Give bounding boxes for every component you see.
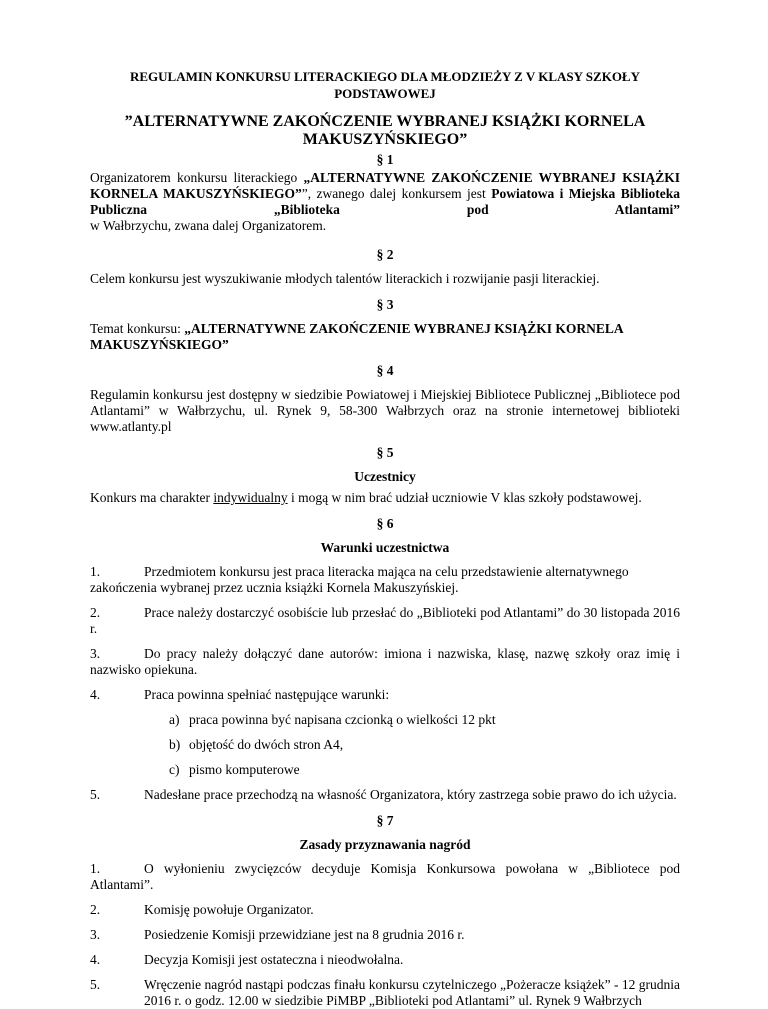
item-number: 4. — [90, 952, 101, 967]
s6-item-5 — [90, 787, 680, 803]
s5-underlined-word: indywidualny — [213, 490, 288, 505]
condition-letter: c) — [169, 762, 180, 777]
s6-item-1 — [90, 564, 680, 596]
contest-name-heading — [90, 113, 680, 149]
s7-item-4 — [90, 952, 680, 968]
condition-b — [169, 737, 680, 753]
contest-line-2: MAKUSZYŃSKIEGO” — [302, 131, 468, 148]
item-text: Przedmiotem konkursu jest praca literacka mająca na celu przedstawienie alternatywnego zakończenia wybranej przez ucznia książki Kornela Makuszyńskiej. — [90, 564, 629, 595]
condition-text: praca powinna być napisana czcionką o wielkości 12 pkt — [189, 712, 496, 727]
section-5-subtitle: Uczestnicy — [354, 469, 416, 484]
condition-a — [169, 712, 680, 728]
item-number: 3. — [90, 927, 101, 942]
item-text: Komisję powołuje Organizator. — [144, 902, 314, 917]
section-7-subtitle: Zasady przyznawania nagród — [299, 837, 471, 852]
item-text: Prace należy dostarczyć osobiście lub przesłać do „Biblioteki pod Atlantami” do 30 listopada 2016 r. — [90, 605, 680, 636]
s7-item-1 — [90, 861, 680, 893]
condition-letter: a) — [169, 712, 180, 727]
condition-text: pismo komputerowe — [189, 762, 300, 777]
s6-item-2 — [90, 605, 680, 637]
condition-letter: b) — [169, 737, 181, 752]
item-text: Nadesłane prace przechodzą na własność Organizatora, który zastrzega sobie prawo do ich użycia. — [144, 787, 677, 802]
contest-line-1: ”ALTERNATYWNE ZAKOŃCZENIE WYBRANEJ KSIĄŻKI KORNELA — [124, 113, 646, 130]
section-2-text: Celem konkursu jest wyszukiwanie młodych talentów literackich i rozwijanie pasji literackiej. — [90, 271, 600, 286]
condition-text: objętość do dwóch stron A4, — [189, 737, 344, 752]
s7-item-3 — [90, 927, 680, 943]
section-7-heading: § 7 — [376, 813, 394, 828]
item-text: Do pracy należy dołączyć dane autorów: imiona i nazwiska, klasę, nazwę szkoły oraz imię i nazwisko opiekuna. — [90, 646, 680, 677]
section-4-text: Regulamin konkursu jest dostępny w siedzibie Powiatowej i Miejskiej Bibliotece Publicznej „Bibliotece pod Atlantami” w Wałbrzychu, ul. Rynek 9, 58-300 Wałbrzych oraz na stronie internetowej biblioteki www.atlanty.pl — [90, 387, 680, 434]
section-4-heading: § 4 — [376, 363, 394, 378]
item-text: O wyłonieniu zwycięzców decyduje Komisja Konkursowa powołana w „Bibliotece pod Atlantami”. — [90, 861, 680, 892]
s6-item-4 — [90, 687, 680, 703]
item-number: 5. — [90, 977, 101, 992]
section-1-text-end: w Wałbrzychu, zwana dalej Organizatorem. — [90, 218, 327, 233]
item-number: 1. — [90, 861, 101, 876]
item-text: Posiedzenie Komisji przewidziane jest na 8 grudnia 2016 r. — [144, 927, 465, 942]
s7-item-2 — [90, 902, 680, 918]
section-5-heading: § 5 — [376, 445, 394, 460]
condition-c — [169, 762, 680, 778]
title-line-2: PODSTAWOWEJ — [334, 86, 436, 101]
document-title — [90, 68, 680, 102]
section-5-text — [90, 490, 680, 506]
item-number: 4. — [90, 687, 101, 702]
section-6-subtitle: Warunki uczestnictwa — [320, 540, 450, 555]
item-number: 3. — [90, 646, 101, 661]
s5-text-1: Konkurs ma charakter — [90, 490, 214, 505]
section-6-heading: § 6 — [376, 516, 394, 531]
section-1-heading: § 1 — [376, 152, 394, 167]
item-number: 2. — [90, 902, 101, 917]
title-line-1: REGULAMIN KONKURSU LITERACKIEGO DLA MŁODZIEŻY Z V KLASY SZKOŁY — [130, 69, 640, 84]
item-text: Wręczenie nagród nastąpi podczas finału konkursu czytelniczego „Pożeracze książek” - 12 grudnia 2016 r. o godz. 12.00 w siedzibie PiMBP „Biblioteki pod Atlantami” ul. Rynek 9 Wałbrzych — [144, 977, 680, 1008]
s1-text-1: Organizatorem konkursu literackiego — [90, 170, 304, 185]
section-3-text — [90, 321, 680, 353]
item-text: Praca powinna spełniać następujące warunki: — [144, 687, 390, 702]
section-1-text — [90, 170, 680, 218]
s3-topic: „ALTERNATYWNE ZAKOŃCZENIE WYBRANEJ KSIĄŻKI KORNELA MAKUSZYŃSKIEGO” — [90, 321, 623, 352]
s7-item-5 — [90, 977, 680, 1009]
item-number: 1. — [90, 564, 101, 579]
s5-text-2: i mogą w nim brać udział uczniowie V klas szkoły podstawowej. — [287, 490, 642, 505]
item-number: 2. — [90, 605, 101, 620]
item-number: 5. — [90, 787, 101, 802]
s1-organizer-name: Powiatowa i Miejska Biblioteka Publiczna „Biblioteka pod Atlantami” — [90, 186, 680, 217]
item-text: Decyzja Komisji jest ostateczna i nieodwołalna. — [144, 952, 404, 967]
section-3-heading: § 3 — [376, 297, 394, 312]
s6-item-3 — [90, 646, 680, 678]
section-2-heading: § 2 — [376, 247, 394, 262]
document-page — [90, 0, 680, 1009]
s1-contest-name: „ALTERNATYWNE ZAKOŃCZENIE WYBRANEJ KSIĄŻKI KORNELA MAKUSZYŃSKIEGO” — [90, 170, 680, 201]
s3-label: Temat konkursu: — [90, 321, 185, 336]
s1-text-2: ”, zwanego dalej konkursem jest — [301, 186, 492, 201]
